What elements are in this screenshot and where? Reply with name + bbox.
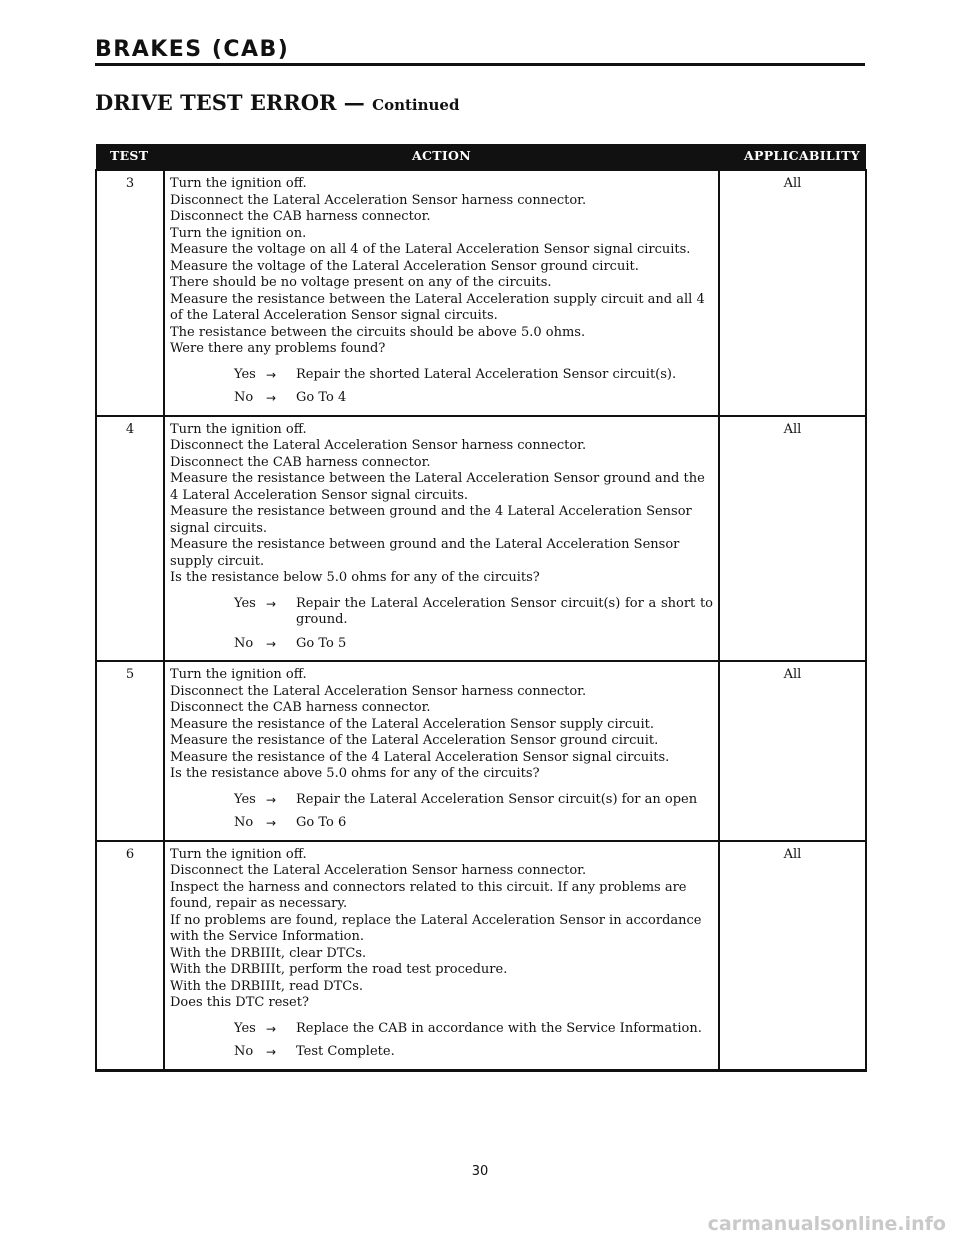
test-applicability: All <box>719 416 866 662</box>
action-step: If no problems are found, replace the Lateral Acceleration Sensor in accordance with the Service Information. <box>170 912 702 944</box>
test-number: 3 <box>96 170 164 416</box>
yes-branch <box>170 1021 713 1038</box>
no-branch <box>170 390 713 407</box>
action-step: Disconnect the Lateral Acceleration Sensor harness connector. <box>170 863 587 878</box>
test-action <box>164 416 719 662</box>
action-step: Were there any problems found? <box>170 341 386 356</box>
action-step: Disconnect the CAB harness connector. <box>170 454 431 470</box>
action-step: There should be no voltage present on any of the circuits. <box>170 275 552 290</box>
yes-branch <box>170 367 713 384</box>
action-step: Disconnect the Lateral Acceleration Sensor harness connector. <box>170 438 587 453</box>
no-result-text: Test Complete. <box>296 1044 395 1059</box>
yes-branch <box>170 792 713 809</box>
test-number: 4 <box>96 416 164 662</box>
arrow-right-icon: → <box>266 596 277 611</box>
page-title-continued: Continued <box>372 96 460 114</box>
action-step: Disconnect the Lateral Acceleration Sensor harness connector. <box>170 683 587 699</box>
table-row <box>96 170 866 416</box>
yes-label: Yes <box>234 1020 256 1036</box>
test-number: 5 <box>96 661 164 841</box>
test-applicability: All <box>719 170 866 416</box>
action-step: Is the resistance above 5.0 ohms for any of the circuits? <box>170 766 540 781</box>
arrow-right-icon: → <box>266 367 277 382</box>
action-step: Measure the resistance of the Lateral Acceleration Sensor supply circuit. <box>170 716 655 732</box>
action-step: Disconnect the CAB harness connector. <box>170 700 431 715</box>
yes-result-text: Repair the Lateral Acceleration Sensor circuit(s) for a short to ground. <box>296 595 713 627</box>
action-step: With the DRBIIIt, read DTCs. <box>170 978 364 994</box>
section-title: BRAKES (CAB) <box>95 37 290 62</box>
action-step: Measure the resistance of the 4 Lateral Acceleration Sensor signal circuits. <box>170 749 670 765</box>
action-step: Measure the resistance between ground and the 4 Lateral Acceleration Sensor signal circuits. <box>170 504 692 536</box>
no-label: No <box>234 635 254 651</box>
yes-result-text: Repair the Lateral Acceleration Sensor circuit(s) for an open <box>296 791 698 807</box>
arrow-right-icon: → <box>266 792 277 807</box>
test-action <box>164 170 719 416</box>
arrow-right-icon: → <box>266 391 277 405</box>
arrow-right-icon: → <box>266 1021 277 1036</box>
page-header <box>95 38 865 66</box>
header-applicability: APPLICABILITY <box>719 144 866 170</box>
action-step: Is the resistance below 5.0 ohms for any of the circuits? <box>170 570 540 585</box>
no-result-text: Go To 4 <box>296 390 347 405</box>
action-step: Measure the resistance between the Lateral Acceleration supply circuit and all 4 of the Lateral Acceleration Sensor signal circuits. <box>170 291 705 323</box>
action-step: Does this DTC reset? <box>170 995 309 1010</box>
table-header-row <box>96 144 866 170</box>
no-branch <box>170 815 713 832</box>
yes-label: Yes <box>234 595 256 611</box>
arrow-right-icon: → <box>266 1045 277 1059</box>
header-action: ACTION <box>164 144 719 170</box>
action-step: Disconnect the CAB harness connector. <box>170 209 431 224</box>
table-row <box>96 661 866 841</box>
action-step: Measure the resistance between the Lateral Acceleration Sensor ground and the 4 Lateral Acceleration Sensor signal circuits. <box>170 471 705 503</box>
page-number: 30 <box>471 1164 489 1179</box>
action-step: Measure the resistance between ground and the Lateral Acceleration Sensor supply circuit. <box>170 537 680 569</box>
action-step: Inspect the harness and connectors related to this circuit. If any problems are found, repair as necessary. <box>170 879 687 911</box>
table-body <box>96 170 866 1070</box>
action-step: Turn the ignition off. <box>170 421 307 437</box>
arrow-right-icon: → <box>266 816 277 830</box>
yes-label: Yes <box>234 366 256 382</box>
no-branch <box>170 636 713 653</box>
no-label: No <box>234 815 254 830</box>
yes-branch <box>170 596 713 629</box>
no-result-text: Go To 6 <box>296 815 347 830</box>
table-row <box>96 841 866 1071</box>
test-applicability: All <box>719 841 866 1071</box>
action-step: Turn the ignition off. <box>170 176 307 191</box>
action-step: Turn the ignition off. <box>170 667 307 682</box>
action-step: The resistance between the circuits should be above 5.0 ohms. <box>170 324 586 340</box>
test-applicability: All <box>719 661 866 841</box>
no-branch <box>170 1044 713 1061</box>
test-action <box>164 841 719 1071</box>
action-step: Turn the ignition off. <box>170 846 307 862</box>
action-step: With the DRBIIIt, perform the road test procedure. <box>170 962 508 977</box>
header-test: TEST <box>96 144 164 170</box>
arrow-right-icon: → <box>266 636 277 651</box>
test-procedure-table <box>95 144 867 1072</box>
action-step: Turn the ignition on. <box>170 225 307 241</box>
action-step: Measure the resistance of the Lateral Acceleration Sensor ground circuit. <box>170 733 659 748</box>
yes-label: Yes <box>234 791 256 807</box>
action-step: With the DRBIIIt, clear DTCs. <box>170 945 367 961</box>
action-step: Measure the voltage of the Lateral Acceleration Sensor ground circuit. <box>170 258 639 274</box>
yes-result-text: Replace the CAB in accordance with the Service Information. <box>296 1020 702 1036</box>
no-label: No <box>234 390 254 405</box>
action-step: Disconnect the Lateral Acceleration Sensor harness connector. <box>170 192 587 208</box>
yes-result-text: Repair the shorted Lateral Acceleration Sensor circuit(s). <box>296 366 677 382</box>
page-title <box>95 90 459 118</box>
action-step: Measure the voltage on all 4 of the Lateral Acceleration Sensor signal circuits. <box>170 242 691 257</box>
watermark: carmanualsonline.info <box>707 1213 946 1235</box>
page-title-main: DRIVE TEST ERROR — <box>95 90 365 115</box>
no-label: No <box>234 1044 254 1059</box>
test-action <box>164 661 719 841</box>
no-result-text: Go To 5 <box>296 635 347 651</box>
header-rule <box>95 63 865 66</box>
test-number: 6 <box>96 841 164 1071</box>
table-row <box>96 416 866 662</box>
